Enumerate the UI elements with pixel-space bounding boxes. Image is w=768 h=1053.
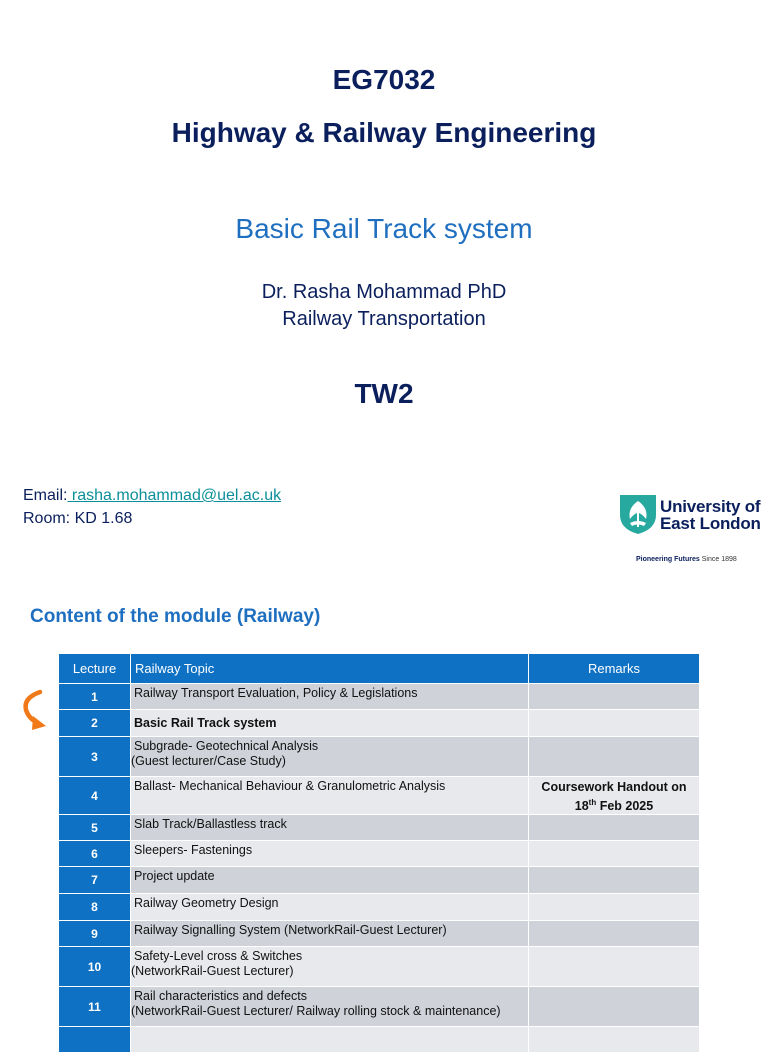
lecture-topic [131, 815, 529, 841]
lecture-topic [131, 921, 529, 947]
lecture-number: 6 [59, 841, 131, 867]
lecture-number: 10 [59, 947, 131, 987]
lecture-remarks [529, 841, 700, 867]
lecture-topic [131, 947, 529, 987]
topic-line: Basic Rail Track system [134, 716, 277, 730]
lecture-topic [131, 1027, 529, 1053]
topic-line-2: (NetworkRail-Guest Lecturer) [131, 964, 294, 979]
lecture-number: 5 [59, 815, 131, 841]
header-topic: Railway Topic [131, 654, 529, 684]
lecture-topic [131, 777, 529, 815]
email-line [23, 487, 281, 505]
lecture-number: 11 [59, 987, 131, 1027]
table-row [59, 684, 700, 710]
topic-line-2: (Guest lecturer/Case Study) [131, 754, 286, 768]
uel-crest-icon [618, 493, 658, 535]
remark-day: 18 [574, 799, 589, 814]
lecture-number: 4 [59, 777, 131, 815]
module-content-table [58, 653, 700, 1053]
lecture-topic [131, 684, 529, 710]
logo-tagline-bold: Pioneering Futures [636, 556, 700, 563]
lecture-remarks [529, 947, 700, 987]
topic-line: Ballast- Mechanical Behaviour & Granulometric Analysis [134, 779, 446, 793]
topic-line: Railway Transport Evaluation, Policy & Legislations [134, 686, 418, 700]
lecture-number: 2 [59, 710, 131, 737]
topic-line-2: (NetworkRail-Guest Lecturer/ Railway rolling stock & maintenance) [131, 1004, 501, 1019]
lecture-number [59, 1027, 131, 1053]
lecture-number: 7 [59, 867, 131, 894]
topic-line: Slab Track/Ballastless track [134, 817, 287, 832]
topic-line: Railway Signalling System (NetworkRail-Guest Lecturer) [134, 923, 447, 938]
week-label: TW2 [354, 378, 414, 409]
header-remarks: Remarks [529, 654, 700, 684]
lecture-number: 3 [59, 737, 131, 777]
logo-line2: East London [660, 514, 761, 533]
topic-line: Rail characteristics and defects [134, 989, 307, 1004]
table-row [59, 815, 700, 841]
email-label: Email: [23, 487, 68, 504]
lecture-remarks [529, 710, 700, 737]
topic-line: Project update [134, 869, 215, 884]
remark-line-2 [529, 795, 699, 814]
lecture-remarks [529, 921, 700, 947]
logo-tagline-rest: Since 1898 [699, 556, 737, 563]
lecturer-name: Dr. Rasha Mohammad PhD [261, 281, 507, 303]
lecture-remarks [529, 1027, 700, 1053]
lecture-title: Basic Rail Track system [235, 213, 533, 244]
email-link[interactable]: rasha.mohammad@uel.ac.uk [67, 487, 282, 504]
lecture-topic [131, 894, 529, 921]
lecture-number: 1 [59, 684, 131, 710]
remark-line: Coursework Handout on [541, 780, 687, 794]
lecture-remarks [529, 777, 700, 815]
logo-line1: University of [660, 497, 761, 516]
remark-date: Feb 2025 [596, 799, 654, 814]
table-row [59, 867, 700, 894]
course-title: Highway & Railway Engineering [171, 117, 597, 148]
lecture-remarks [529, 987, 700, 1027]
topic-line: Safety-Level cross & Switches [134, 949, 303, 964]
table-header-row [59, 654, 700, 684]
table-row [59, 737, 700, 777]
lecture-topic [131, 841, 529, 867]
course-code: EG7032 [332, 64, 436, 95]
logo-wordmark [660, 498, 761, 532]
lecture-remarks [529, 867, 700, 894]
room-info: Room: KD 1.68 [23, 510, 133, 527]
table-row [59, 841, 700, 867]
lecture-remarks [529, 684, 700, 710]
section-heading: Content of the module (Railway) [30, 606, 321, 627]
topic-line: Railway Geometry Design [134, 896, 279, 911]
table-row [59, 710, 700, 737]
table-row [59, 947, 700, 987]
lecture-topic [131, 737, 529, 777]
logo-tagline [636, 556, 737, 563]
remark-suffix: th [588, 798, 597, 807]
lecturer-role: Railway Transportation [282, 308, 486, 330]
table-row [59, 987, 700, 1027]
topic-line: Sleepers- Fastenings [134, 843, 253, 858]
table-row [59, 894, 700, 921]
lecture-topic [131, 987, 529, 1027]
lecture-remarks [529, 737, 700, 777]
lecture-topic [131, 867, 529, 894]
lecture-remarks [529, 815, 700, 841]
lecture-remarks [529, 894, 700, 921]
university-logo [616, 493, 768, 573]
lecture-number: 9 [59, 921, 131, 947]
lecture-topic [131, 710, 529, 737]
table-row [59, 777, 700, 815]
topic-line: Subgrade- Geotechnical Analysis [134, 739, 319, 753]
table-row [59, 1027, 700, 1053]
lecture-number: 8 [59, 894, 131, 921]
header-lecture: Lecture [59, 654, 131, 684]
current-lecture-arrow-icon [20, 686, 50, 734]
table-row [59, 921, 700, 947]
